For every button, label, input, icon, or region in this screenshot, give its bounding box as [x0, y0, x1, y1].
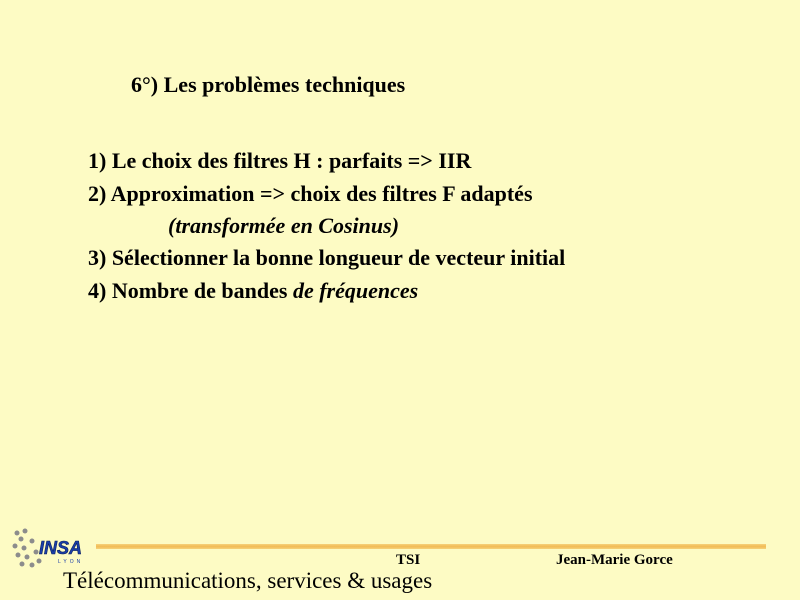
band-count-italic-text: de fréquences — [292, 278, 419, 303]
footer-rule — [96, 544, 766, 549]
band-count-plain-text: 4) Nombre de bandes — [88, 278, 293, 303]
list-item-band-count — [88, 278, 418, 304]
logo-subtext: LYON — [58, 559, 84, 565]
logo-wordmark: INSA — [39, 538, 83, 558]
footer-author: Jean-Marie Gorce — [556, 552, 673, 568]
slide-title: 6°) Les problèmes techniques — [131, 72, 406, 97]
logo-dots — [13, 529, 42, 568]
insa-logo — [12, 527, 94, 569]
footer-tsi: TSI — [396, 552, 421, 568]
list-item-approximation-note: (transformée en Cosinus) — [168, 213, 400, 238]
footer-course-title: Télécommunications, services & usages — [63, 568, 433, 593]
list-item-approximation: 2) Approximation => choix des filtres F adaptés — [88, 181, 533, 206]
list-item-filter-choice: 1) Le choix des filtres H : parfaits => IIR — [88, 148, 472, 173]
list-item-vector-length: 3) Sélectionner la bonne longueur de vecteur initial — [88, 245, 566, 270]
